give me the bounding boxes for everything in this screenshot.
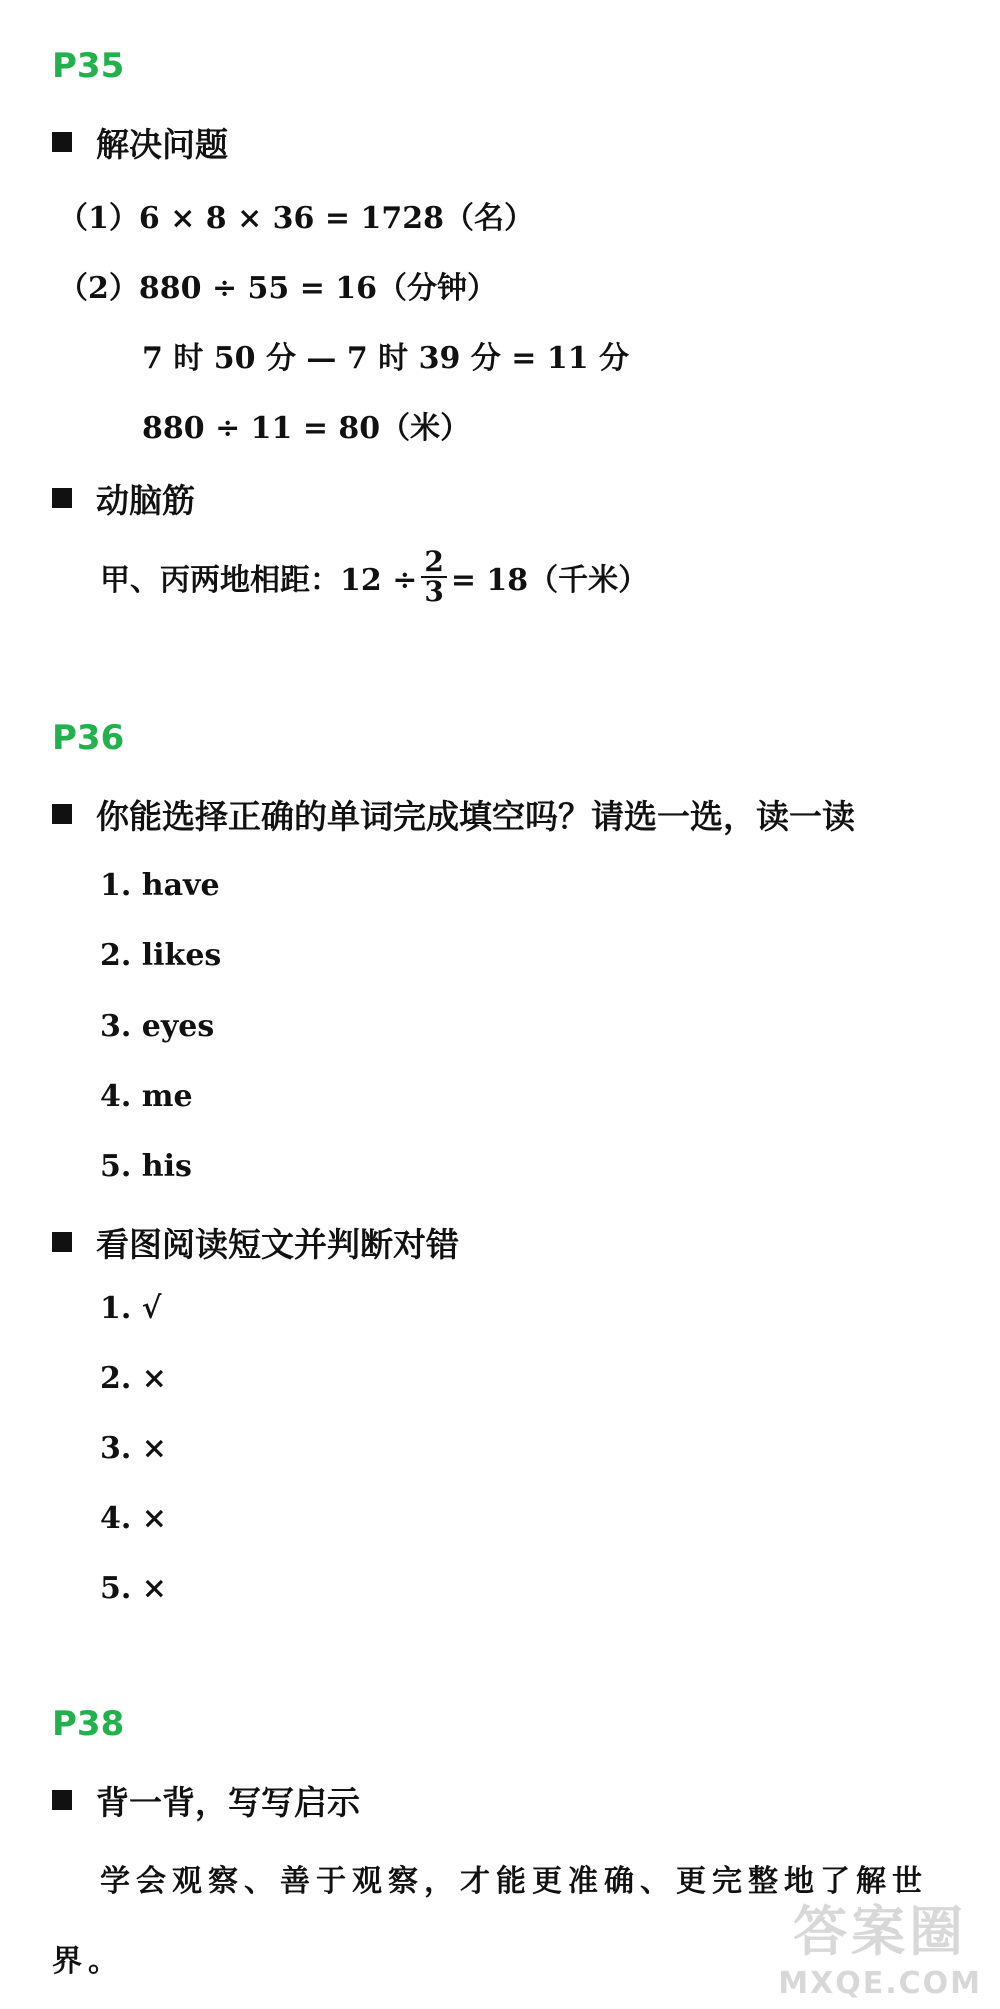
- watermark-line-2: MXQE.COM: [778, 1966, 982, 2001]
- judgment-answer: 4. ×: [100, 1501, 167, 1536]
- heading-text: 你能选择正确的单词完成填空吗？请选一选，读一读: [96, 796, 855, 836]
- square-bullet-icon: [52, 132, 72, 152]
- answer-line-1: （1）6 × 8 × 36 = 1728（名）: [58, 201, 534, 236]
- square-bullet-icon: [52, 1232, 72, 1252]
- heading-recite-insight: [52, 1780, 360, 1820]
- heading-text: 看图阅读短文并判断对错: [96, 1224, 459, 1264]
- page-label-p35: P35: [52, 46, 125, 86]
- heading-choose-words: [52, 794, 855, 834]
- judgment-answer: 1. √: [100, 1291, 162, 1326]
- fraction-numerator: 2: [421, 548, 446, 578]
- insight-paragraph: 学会观察、善于观察，才能更准确、更完整地了解世界。: [52, 1864, 928, 1979]
- judgment-answer: 5. ×: [100, 1571, 167, 1606]
- distance-suffix: = 18（千米）: [450, 563, 649, 598]
- watermark-line-1: 答案圈: [793, 1900, 968, 1963]
- word-answer: 3. eyes: [100, 1009, 215, 1044]
- heading-text: 背一背，写写启示: [96, 1782, 360, 1822]
- word-answer: 4. me: [100, 1079, 193, 1114]
- distance-prefix: 甲、丙两地相距：12 ÷: [100, 563, 418, 598]
- word-answer: 1. have: [100, 868, 220, 903]
- page-label-p36: P36: [52, 718, 125, 758]
- answer-line-3: 7 时 50 分 — 7 时 39 分 = 11 分: [142, 341, 630, 376]
- watermark-logo: [778, 1889, 982, 2001]
- heading-solve-problems: [52, 122, 228, 162]
- word-answer: 2. likes: [100, 938, 222, 973]
- word-answer: 5. his: [100, 1149, 192, 1184]
- fraction-denominator: 3: [424, 575, 444, 608]
- square-bullet-icon: [52, 1790, 72, 1810]
- judgment-answer: 3. ×: [100, 1431, 167, 1466]
- heading-judge-true-false: [52, 1222, 459, 1262]
- page-label-p38: P38: [52, 1704, 125, 1744]
- heading-text: 解决问题: [96, 124, 228, 164]
- answer-line-4: 880 ÷ 11 = 80（米）: [142, 411, 471, 446]
- heading-brain-teaser: [52, 478, 195, 518]
- answer-line-2: （2）880 ÷ 55 = 16（分钟）: [58, 271, 498, 306]
- distance-answer: [100, 545, 649, 608]
- square-bullet-icon: [52, 804, 72, 824]
- heading-text: 动脑筋: [96, 480, 195, 520]
- square-bullet-icon: [52, 488, 72, 508]
- judgment-answer: 2. ×: [100, 1361, 167, 1396]
- fraction: [421, 545, 446, 608]
